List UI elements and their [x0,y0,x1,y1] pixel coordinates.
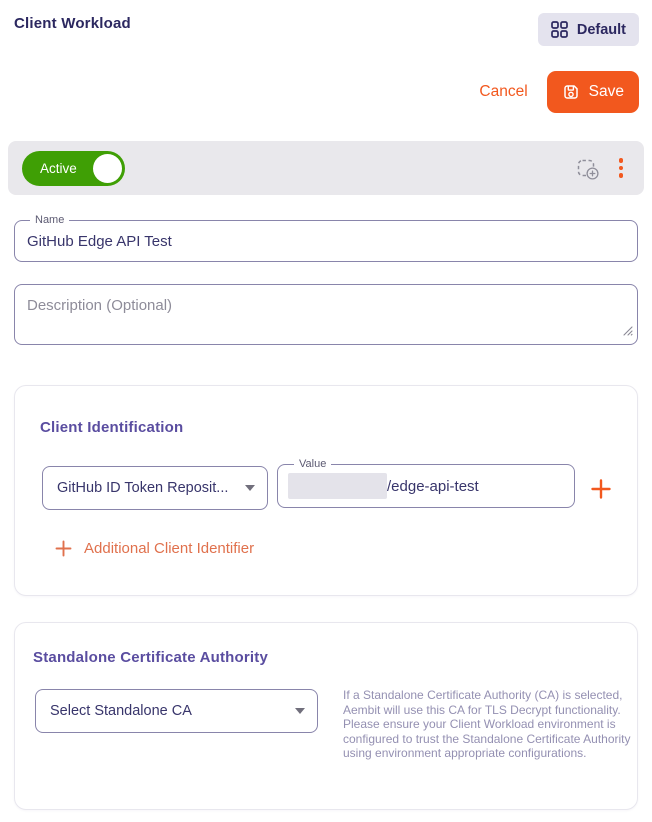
additional-client-identifier-label: Additional Client Identifier [84,539,255,557]
save-button-label: Save [588,83,624,100]
client-identifier-visible-value: /edge-api-test [387,477,479,495]
active-toggle[interactable] [22,151,125,186]
plus-icon [54,539,73,558]
standalone-ca-title: Standalone Certificate Authority [33,649,269,666]
redacted-value-block [288,473,387,499]
description-field [14,284,638,345]
toggle-knob [93,154,122,183]
active-toggle-label: Active [40,160,77,176]
clone-add-icon[interactable] [575,156,600,181]
name-input[interactable] [15,221,637,261]
plus-icon [589,477,613,501]
client-identification-card [14,385,638,596]
status-bar [8,141,644,195]
client-identification-title: Client Identification [40,419,184,436]
standalone-ca-select-value: Select Standalone CA [50,703,192,719]
additional-client-identifier-link[interactable] [54,536,254,560]
name-field [14,214,638,262]
standalone-ca-helper-text: If a Standalone Certificate Authority (CA) is selected, Aembit will use this CA for TLS Decrypt functionality. Please ensure your Client Workload environment is configured to trust the Standalone Certificate Authority using environment appropriate configurations. [343,688,631,761]
description-input[interactable] [15,285,637,344]
save-button[interactable] [547,71,639,113]
client-identifier-value-field [277,458,575,508]
name-field-label: Name [30,214,69,226]
chevron-down-icon [245,485,255,491]
default-view-button[interactable] [538,13,639,46]
standalone-ca-select[interactable] [35,689,318,733]
standalone-ca-card [14,622,638,810]
save-icon [562,83,580,101]
kebab-menu-icon[interactable] [615,154,628,182]
chevron-down-icon [295,708,305,714]
client-identifier-value-input[interactable] [278,465,574,507]
default-button-label: Default [576,21,626,38]
client-identifier-type-value: GitHub ID Token Reposit... [57,480,229,496]
form-actions [479,71,639,113]
value-field-label: Value [294,458,331,470]
client-identifier-type-select[interactable] [42,466,268,510]
add-identifier-row-button[interactable] [586,474,616,504]
cancel-button[interactable]: Cancel [479,83,528,100]
page-title: Client Workload [14,15,131,32]
grid-icon [551,21,568,38]
